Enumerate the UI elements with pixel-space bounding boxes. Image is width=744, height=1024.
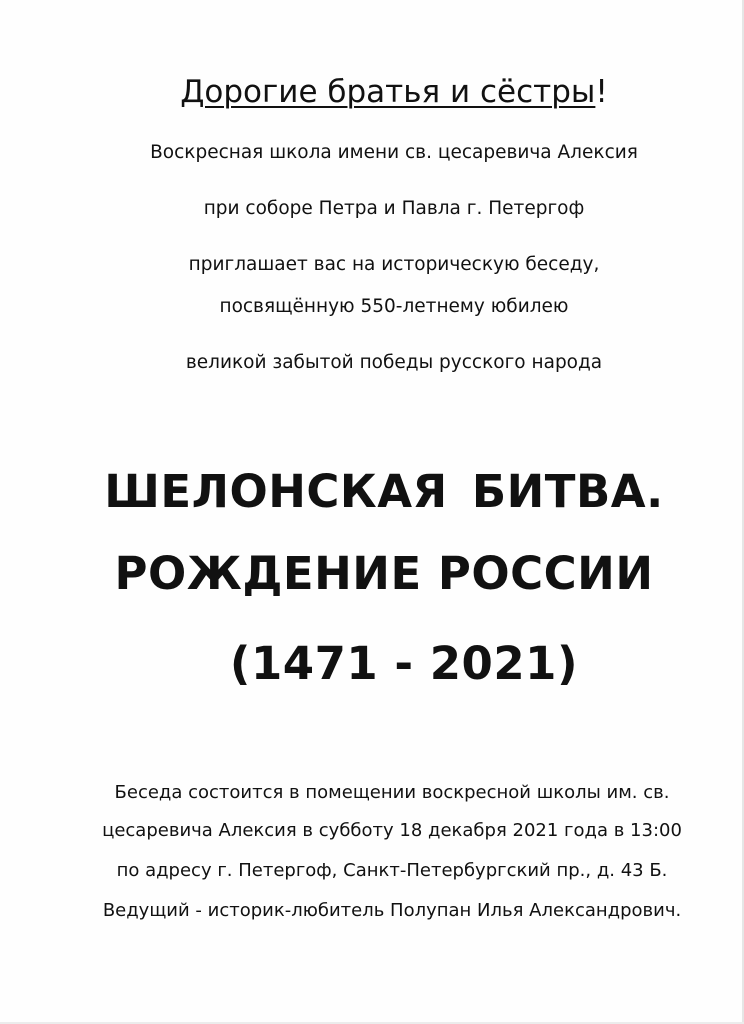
details-line-address: по адресу г. Петергоф, Санкт-Петербургский пр., д. 43 Б.	[116, 860, 668, 881]
greeting-heading	[0, 72, 744, 112]
intro-line-victory: великой забытой победы русского народа	[185, 352, 603, 373]
headline-battle: ШЕЛОНСКАЯ БИТВА.	[104, 465, 664, 518]
greeting-exclamation: !	[595, 74, 608, 110]
details-line-venue: Беседа состоится в помещении воскресной школы им. св.	[114, 782, 670, 803]
headline-years: (1471 - 2021)	[229, 637, 579, 690]
intro-line-school: Воскресная школа имени св. цесаревича Алексия	[150, 142, 638, 163]
headline-birth-of-russia: РОЖДЕНИЕ РОССИИ	[114, 547, 654, 600]
greeting-text: Дорогие братья и сёстры	[180, 74, 596, 110]
details-line-host: Ведущий - историк-любитель Полупан Илья Александрович.	[102, 900, 682, 921]
intro-line-cathedral: при соборе Петра и Павла г. Петергоф	[203, 198, 585, 219]
details-line-date-time: цесаревича Алексия в субботу 18 декабря 2021 года в 13:00	[102, 820, 682, 841]
intro-line-invitation: приглашает вас на историческую беседу,	[188, 254, 600, 275]
intro-line-anniversary: посвящённую 550-летнему юбилею	[219, 296, 569, 317]
